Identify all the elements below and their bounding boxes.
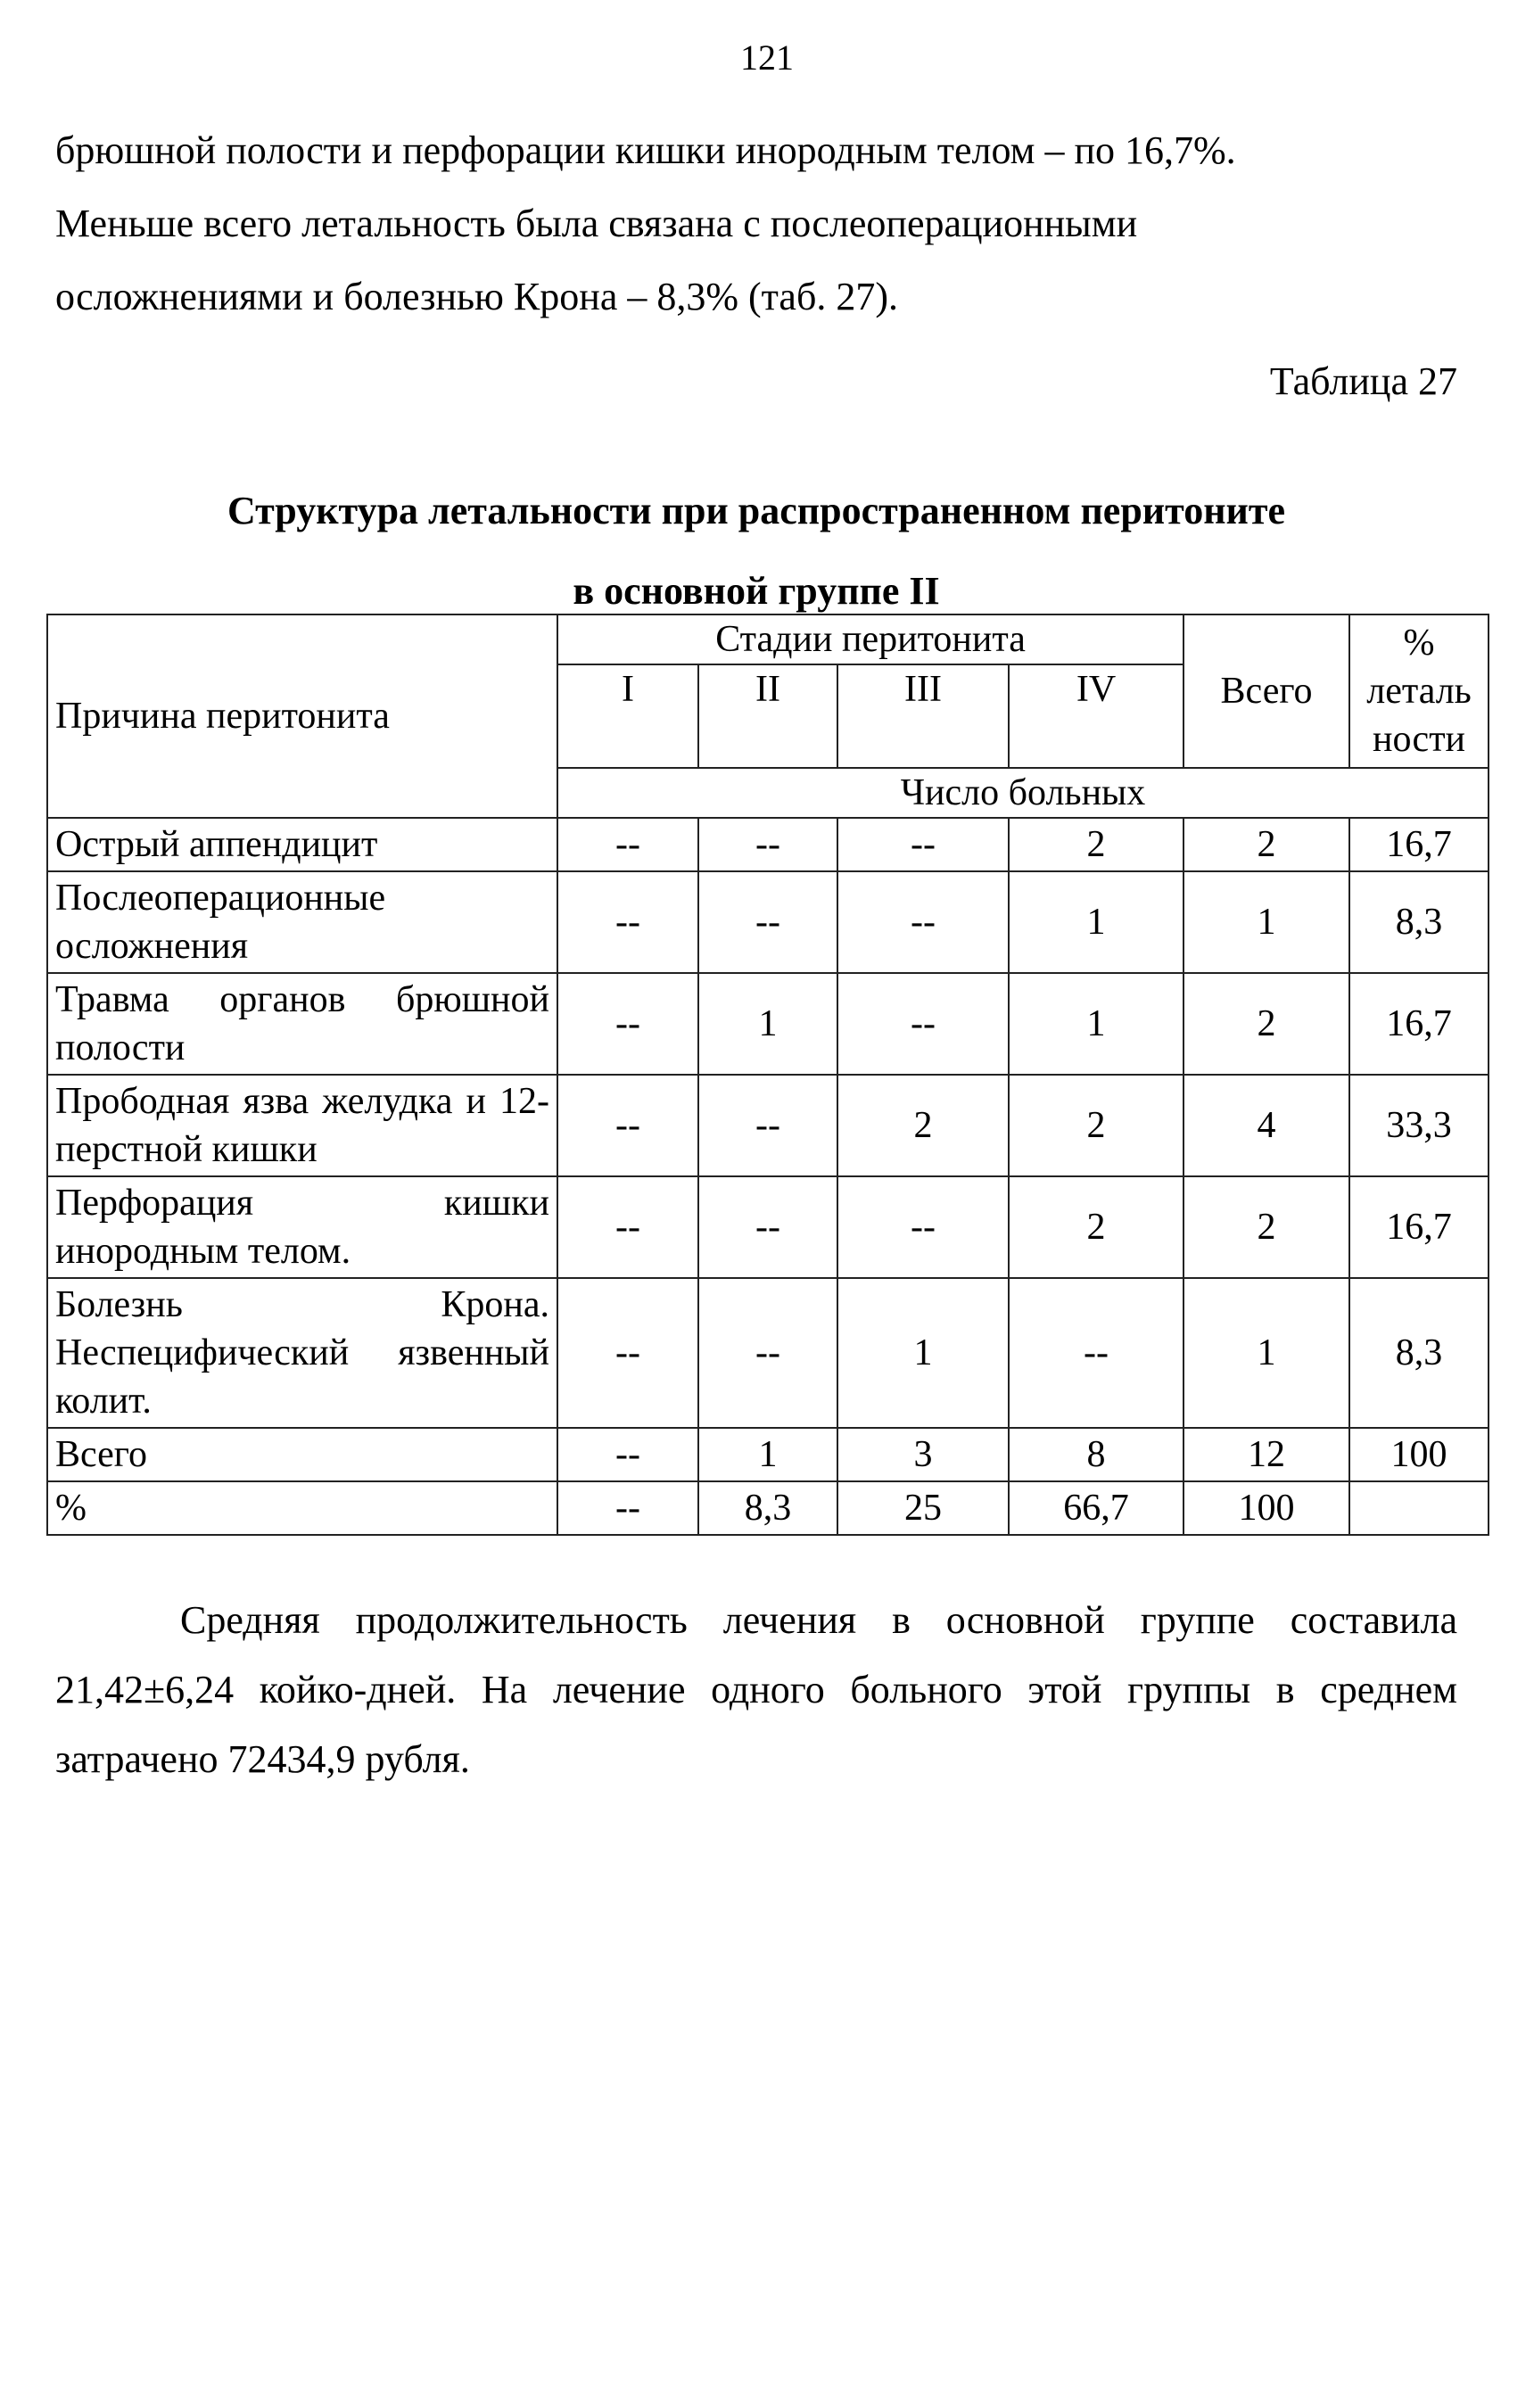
row-value-cell: -- [557,1075,698,1176]
table-caption [55,471,1457,631]
row-value-cell: -- [698,818,837,871]
row-value-cell [1349,1481,1489,1535]
row-cause-cell: Всего [47,1428,557,1481]
intro-paragraph [55,114,1457,334]
row-value-cell: 1 [1183,871,1349,973]
row-value-cell: -- [698,871,837,973]
row-value-cell: -- [698,1176,837,1278]
row-value-cell: 8,3 [1349,871,1489,973]
row-value-cell: 12 [1183,1428,1349,1481]
row-value-cell: -- [557,871,698,973]
row-value-cell: -- [837,818,1009,871]
header-pct-line-2: леталь [1366,671,1472,712]
table-row [47,1278,1489,1428]
table-row [47,871,1489,973]
table-row [47,1428,1489,1481]
row-value-cell: 2 [1009,1176,1183,1278]
header-pct-line-1: % [1403,623,1435,664]
table-row [47,1481,1489,1535]
header-stage-4: IV [1009,664,1183,768]
row-value-cell: 1 [1009,973,1183,1075]
row-value-cell: -- [557,1176,698,1278]
row-value-cell: -- [557,818,698,871]
row-value-cell: 2 [1183,973,1349,1075]
row-value-cell: 33,3 [1349,1075,1489,1176]
row-value-cell: -- [557,1481,698,1535]
row-value-cell: -- [1009,1278,1183,1428]
row-value-cell: 2 [1009,1075,1183,1176]
header-count-label: Число больных [557,768,1489,818]
row-value-cell: -- [698,1278,837,1428]
row-value-cell: -- [557,973,698,1075]
intro-line-3: осложнениями и болезнью Крона – 8,3% (таб. 27). [55,275,898,318]
table-row [47,1176,1489,1278]
page-number: 121 [740,37,794,78]
row-value-cell: 1 [698,973,837,1075]
intro-line-1: брюшной полости и перфорации кишки инородным телом – по 16,7%. [55,128,1236,172]
header-pct-line-3: ности [1373,719,1466,760]
row-value-cell: -- [698,1075,837,1176]
row-value-cell: 2 [1009,818,1183,871]
table-row [47,1075,1489,1176]
header-stage-3: III [837,664,1009,768]
row-cause-cell: Прободная язва желудка и 12-перстной кишки [47,1075,557,1176]
row-value-cell: 8,3 [698,1481,837,1535]
row-value-cell: 100 [1349,1428,1489,1481]
row-value-cell: 1 [698,1428,837,1481]
row-value-cell: 3 [837,1428,1009,1481]
row-value-cell: 1 [1009,871,1183,973]
row-cause-cell: % [47,1481,557,1535]
header-total: Всего [1183,614,1349,768]
row-value-cell: 2 [1183,1176,1349,1278]
intro-line-2: Меньше всего летальность была связана с послеоперационными [55,202,1138,245]
header-stage-1: I [557,664,698,768]
caption-line-1: Структура летальности при распространенном перитоните [227,489,1286,532]
row-cause-cell: Острый аппендицит [47,818,557,871]
row-value-cell: -- [837,871,1009,973]
row-value-cell: 1 [837,1278,1009,1428]
row-value-cell: 16,7 [1349,1176,1489,1278]
mortality-table [46,614,1489,1536]
row-value-cell: 66,7 [1009,1481,1183,1535]
row-value-cell: 1 [1183,1278,1349,1428]
table-label: Таблица 27 [1269,359,1457,403]
header-stages: Стадии перитонита [557,614,1183,664]
row-value-cell: 100 [1183,1481,1349,1535]
row-cause-cell: Послеоперационные осложнения [47,871,557,973]
row-value-cell: -- [557,1428,698,1481]
row-value-cell: 8,3 [1349,1278,1489,1428]
header-pct [1349,614,1489,768]
conclusion-paragraph [55,1586,1457,1794]
row-value-cell: 16,7 [1349,973,1489,1075]
row-value-cell: 2 [837,1075,1009,1176]
table-row [47,973,1489,1075]
row-value-cell: 16,7 [1349,818,1489,871]
row-value-cell: 8 [1009,1428,1183,1481]
row-value-cell: 4 [1183,1075,1349,1176]
caption-line-2: в основной группе II [573,569,940,613]
conclusion-text: Средняя продолжительность лечения в основной группе составила 21,42±6,24 койко-дней. На лечение одного больного этой группы в среднем затрачено 72434,9 рубля. [55,1598,1457,1781]
row-value-cell: -- [837,973,1009,1075]
row-value-cell: 2 [1183,818,1349,871]
row-cause-cell: Болезнь Крона. Неспецифический язвенный колит. [47,1278,557,1428]
row-cause-cell: Перфорация кишки инородным телом. [47,1176,557,1278]
row-value-cell: -- [837,1176,1009,1278]
row-cause-cell: Травма органов брюшной полости [47,973,557,1075]
row-value-cell: -- [557,1278,698,1428]
header-cause: Причина перитонита [47,614,557,818]
header-stage-2: II [698,664,837,768]
row-value-cell: 25 [837,1481,1009,1535]
table-row [47,818,1489,871]
